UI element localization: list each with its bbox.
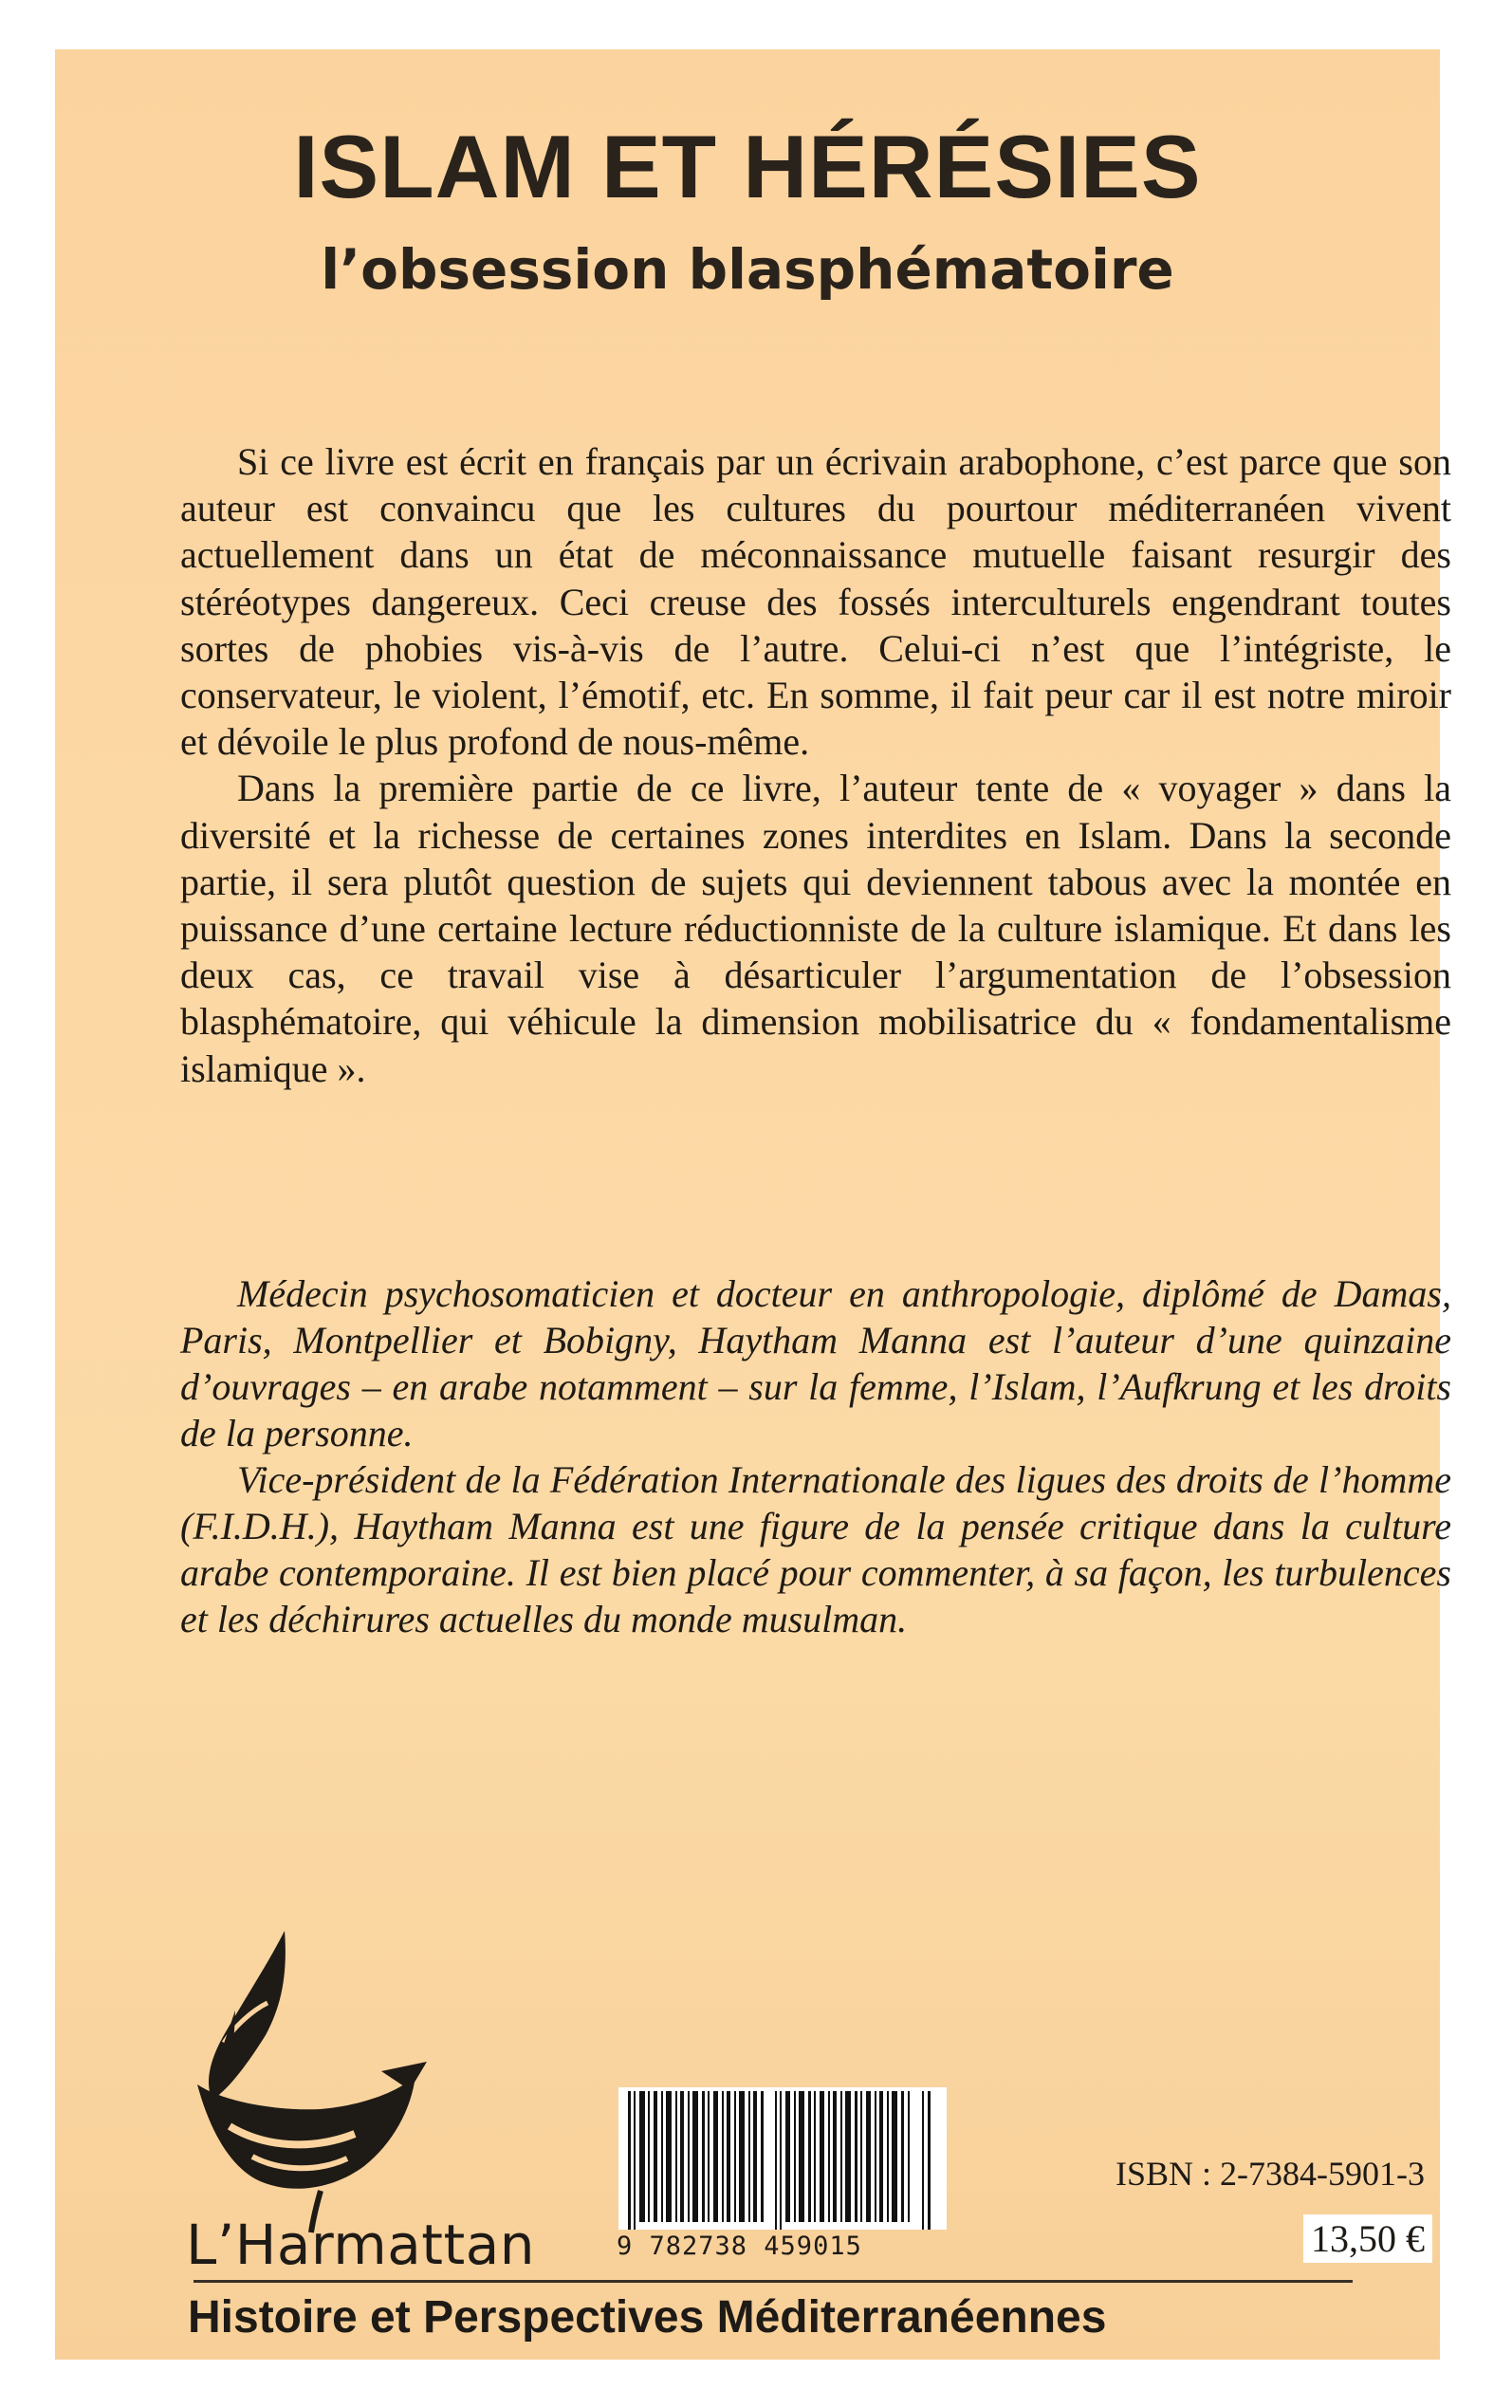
series-name: Histoire et Perspectives Méditerranéennes [188,2292,1107,2343]
series-divider [194,2280,1353,2283]
author-bio [180,1270,1451,1642]
price-sticker: 13,50 € [1303,2214,1432,2263]
isbn: ISBN : 2-7384-5901-3 [1116,2155,1425,2193]
back-cover [55,49,1451,2360]
book-subtitle: l’obsession blasphématoire [321,237,1174,302]
barcode-number: 9 782738 459015 [617,2232,862,2261]
barcode-icon [618,2087,947,2230]
blurb-paragraph: Dans la première partie de ce livre, l’auteur tente de « voyager » dans la diversité et la richesse de certaines zones interdites en Islam. Dans la seconde partie, il sera plutôt question de sujets qui deviennent tabous avec la montée en puissance d’une certaine lecture réductionniste de la culture islamique. Et dans les deux cas, ce travail vise à désarticuler l’argumentation de l’obsession blasphématoire, qui véhicule la dimension mobilisatrice du « fondamentalisme islamique ». [180,767,1451,1090]
blurb [180,438,1451,1092]
publisher-logo-icon [178,1923,463,2236]
bio-paragraph: Vice-président de la Fédération Internationale des ligues des droits de l’homme (F.I.D.H.), Haytham Manna est une figure de la pensée critique dans la culture arabe contemporaine. Il est bien placé pour commenter, à sa façon, les turbulences et les déchirures actuelles du monde musulman. [180,1458,1451,1640]
publisher-name: L’Harmattan [186,2213,536,2277]
blurb-paragraph: Si ce livre est écrit en français par un écrivain arabophone, c’est parce que son auteur est convaincu que les cultures du pourtour méditerranéen vivent actuellement dans un état de méconnaissance mutuelle faisant resurgir des stéréotypes dangereux. Ceci creuse des fossés interculturels engendrant toutes sortes de phobies vis-à-vis de l’autre. Celui-ci n’est que l’intégriste, le conservateur, le violent, l’émotif, etc. En somme, il fait peur car il est notre miroir et dévoile le plus profond de nous-même. [180,440,1451,764]
book-title: ISLAM ET HÉRÉSIES [293,117,1202,216]
bio-paragraph: Médecin psychosomaticien et docteur en anthropologie, diplômé de Damas, Paris, Montpellier et Bobigny, Haytham Manna est l’auteur d’une quinzaine d’ouvrages – en arabe notamment – sur la femme, l’Islam, l’Aufkrung et les droits de la personne. [180,1272,1451,1454]
